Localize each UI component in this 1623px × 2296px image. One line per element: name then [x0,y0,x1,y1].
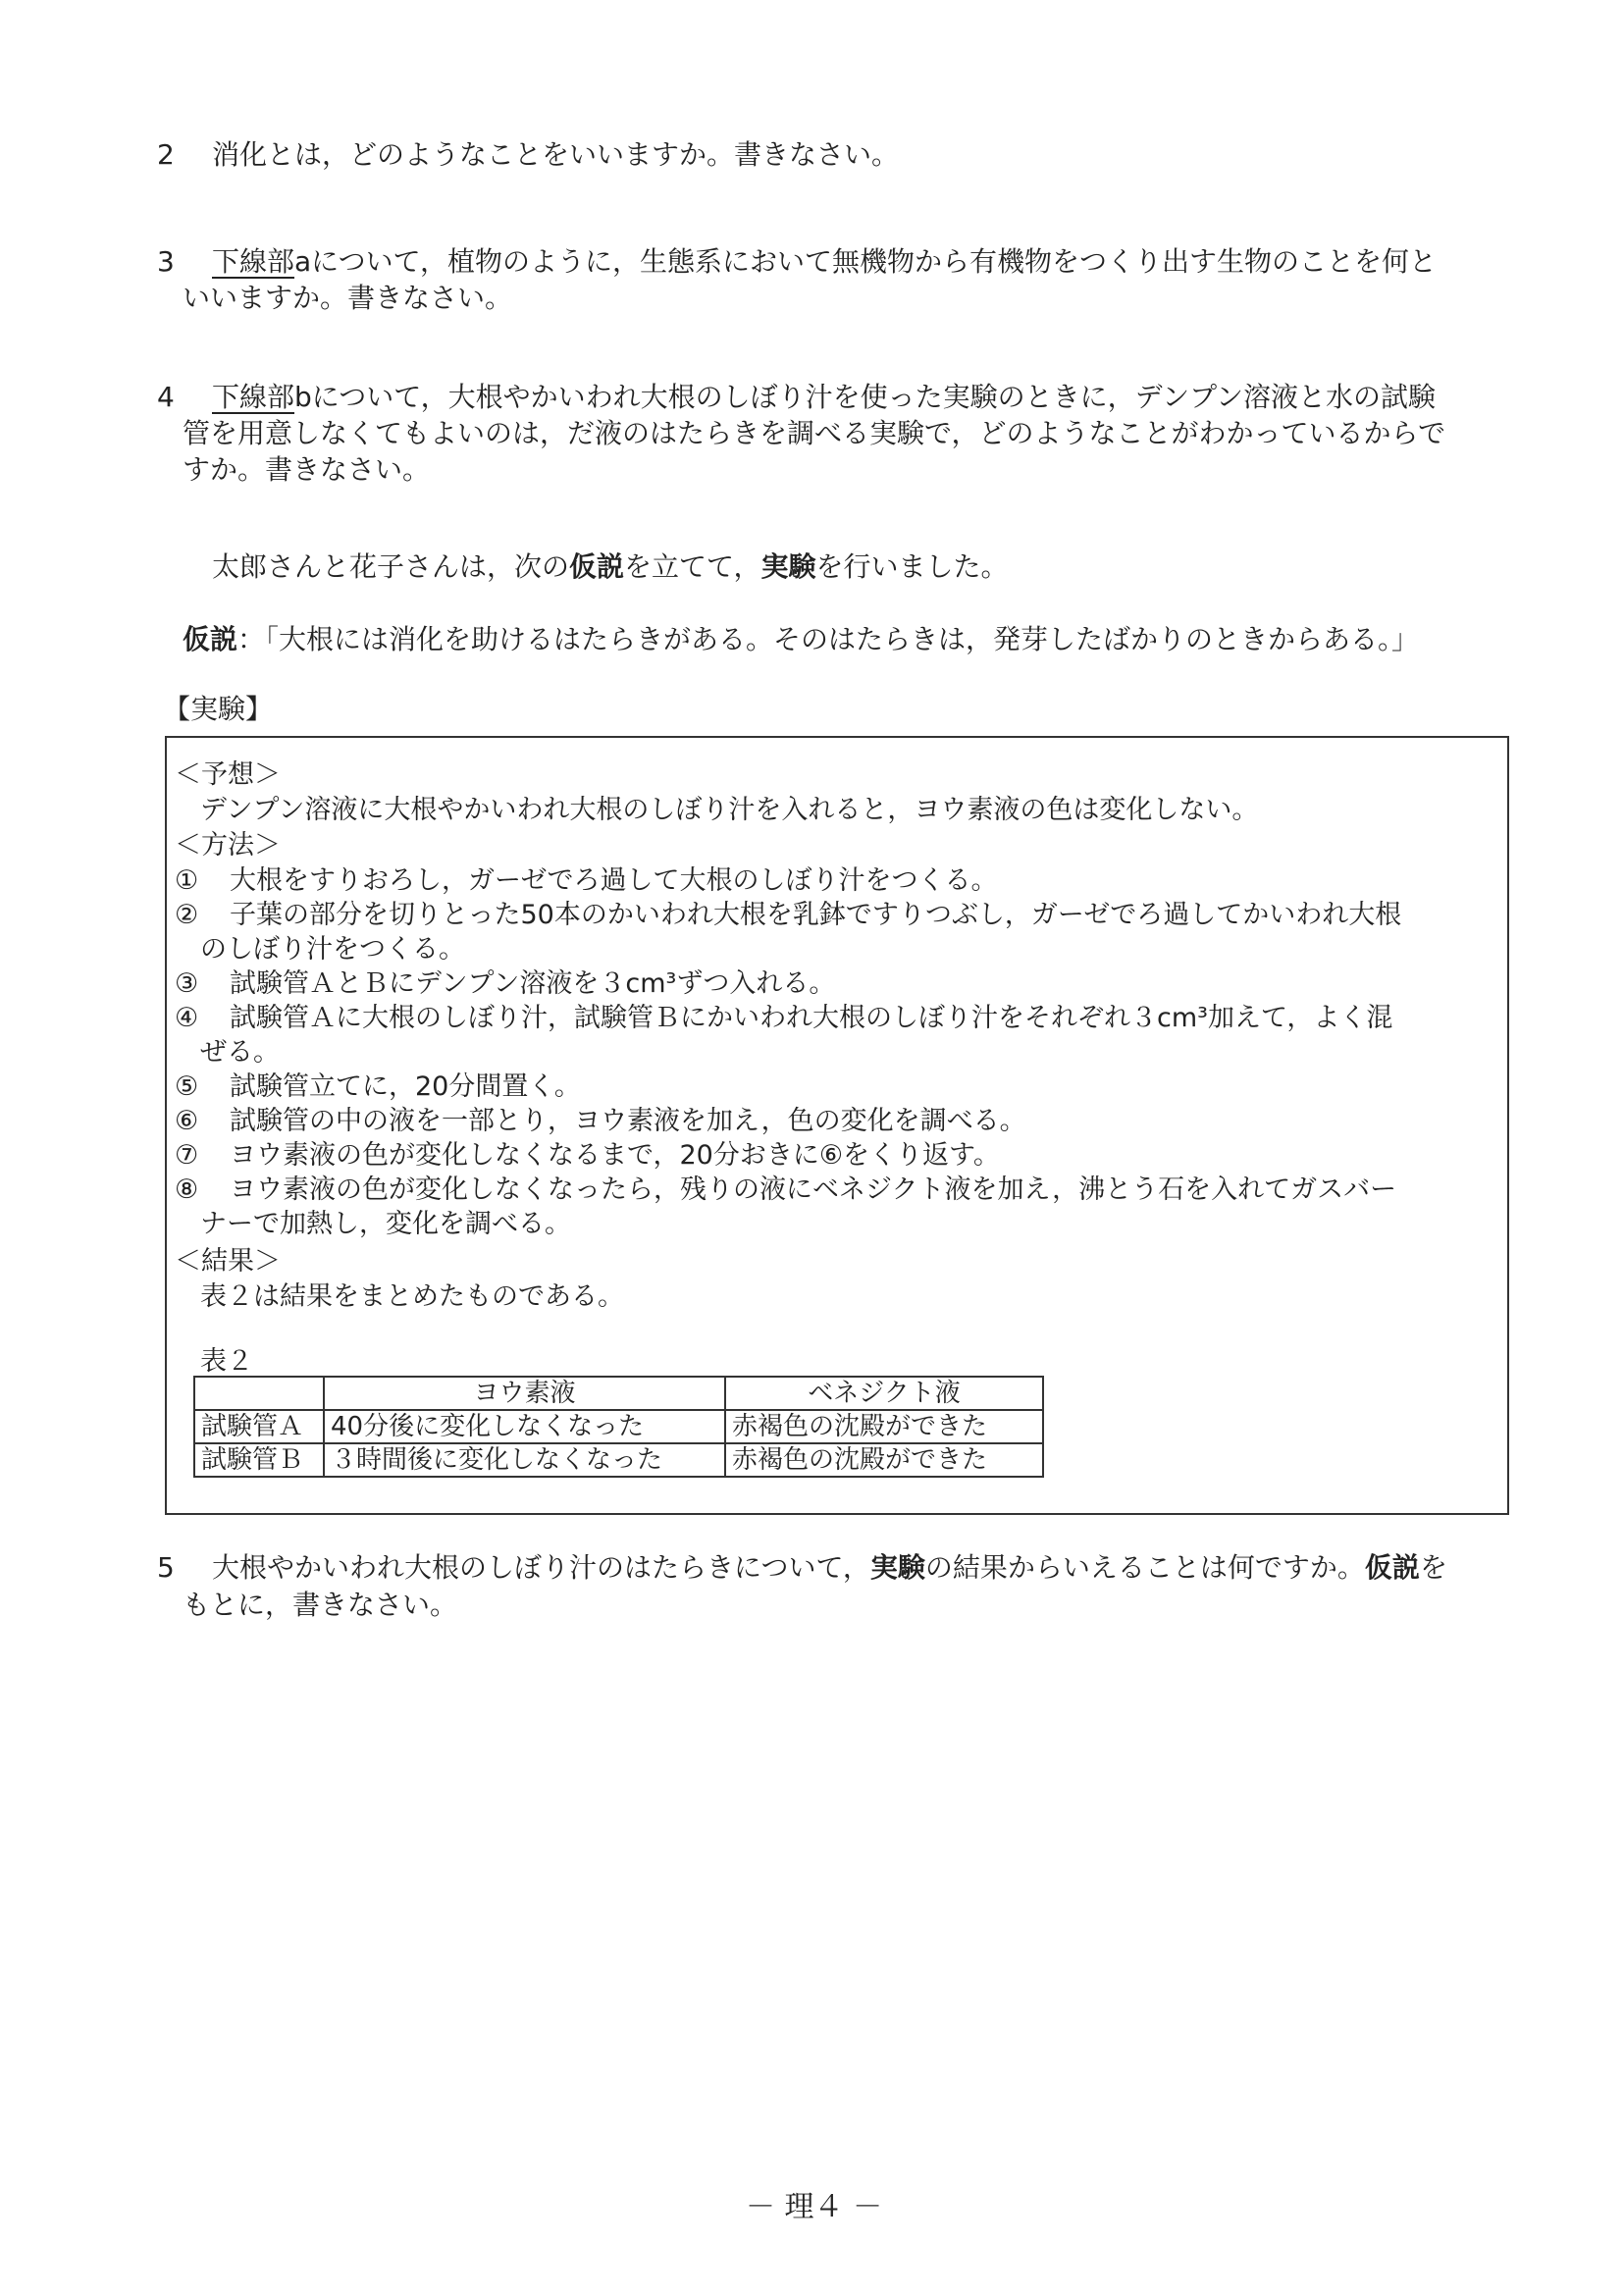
step-number: ⑥ [175,1106,199,1136]
method-step [175,898,1401,933]
method-step [175,1104,1026,1139]
step-text: 試験管ＡとＢにデンプン溶液を３cm³ずつ入れる。 [230,968,836,999]
step-number: ③ [175,968,199,999]
results-table [193,1376,1044,1478]
prediction-text: デンプン溶液に大根やかいわれ大根のしぼり汁を入れると，ヨウ素液の色は変化しない。 [200,795,1259,825]
step-text: 試験管の中の液を一部とり，ヨウ素液を加え，色の変化を調べる。 [230,1106,1026,1136]
step-number: ① [175,865,199,896]
step-number: ⑧ [175,1174,199,1205]
method-step [175,1173,1396,1208]
question-number: 4 [157,381,175,413]
table-row [194,1410,1043,1443]
result-heading: ＜結果＞ [175,1246,281,1277]
question-text: aについて，植物のように，生態系において無機物から有機物をつくり出す生物のことを何と [294,245,1438,278]
step-text: 試験管立てに，20分間置く。 [230,1071,581,1102]
step-text: 試験管Ａに大根のしぼり汁，試験管Ｂにかいわれ大根のしぼり汁をそれぞれ３cm³加えて，よく混 [230,1003,1393,1033]
page-footer: － 理４ － [746,2190,883,2224]
hypothesis-text: ：「大根には消化を助けるはたらきがある。そのはたらきは，発芽したばかりのときからある。」 [237,623,1420,655]
question-bold: 実験 [869,1551,925,1584]
question-number: 2 [157,138,175,171]
question-text: bについて，大根やかいわれ大根のしぼり汁を使った実験のときに，デンプン溶液と水の試験 [294,381,1436,413]
question-5-line2: もとに，書きなさい。 [183,1589,458,1621]
method-heading: ＜方法＞ [175,830,281,861]
table-cell: 試験管Ａ [194,1410,324,1443]
step-text: ヨウ素液の色が変化しなくなったら，残りの液にベネジクト液を加え，沸とう石を入れてガスバー [230,1174,1397,1205]
table-header: ベネジクト液 [725,1377,1043,1410]
step-number: ④ [175,1003,199,1033]
step-text: 子葉の部分を切りとった50本のかいわれ大根を乳鉢ですりつぶし，ガーゼでろ過してかいわれ大根 [230,900,1402,930]
table-header: ヨウ素液 [324,1377,725,1410]
method-step-continuation [200,1207,571,1242]
method-step [175,966,835,1002]
intro-part: を立てて， [624,550,761,583]
question-4-line3: すか。書きなさい。 [183,453,431,486]
question-text: の結果からいえることは何ですか。 [924,1551,1365,1584]
step-text: ぜる。 [200,1037,280,1068]
step-number: ② [175,900,199,930]
hypothesis [183,622,1419,657]
underline-label: 下線部 [212,381,295,413]
method-step-continuation [200,932,465,967]
intro-text [212,549,1009,585]
intro-part: 太郎さんと花子さんは，次の [212,550,570,583]
method-step [175,1001,1392,1036]
table-cell: 40分後に変化しなくなった [324,1410,725,1443]
question-2 [157,137,899,173]
method-step-continuation [200,1035,280,1070]
intro-bold: 実験 [760,550,816,583]
question-5 [157,1550,1447,1586]
question-text: 大根やかいわれ大根のしぼり汁のはたらきについて， [212,1551,870,1584]
table-cell: 試験管Ｂ [194,1443,324,1477]
step-number: ⑦ [175,1140,199,1171]
step-number: ⑤ [175,1071,199,1102]
table-header [194,1377,324,1410]
question-number: 5 [157,1551,175,1584]
table-cell: 赤褐色の沈殿ができた [725,1410,1043,1443]
underline-label: 下線部 [212,245,295,278]
intro-part: を行いました。 [815,550,1009,583]
method-step [175,1138,1000,1174]
table-cell: ３時間後に変化しなくなった [324,1443,725,1477]
question-3 [157,244,1437,280]
table-cell: 赤褐色の沈殿ができた [725,1443,1043,1477]
question-4 [157,380,1436,415]
step-text: ナーで加熱し，変化を調べる。 [200,1209,571,1239]
table-title: 表２ [200,1346,253,1377]
table-row [194,1443,1043,1477]
table-header-row [194,1377,1043,1410]
step-text: のしぼり汁をつくる。 [200,934,465,965]
question-4-line2: 管を用意しなくてもよいのは，だ液のはたらきを調べる実験で，どのようなことがわかっているからで [183,417,1446,449]
question-number: 3 [157,245,175,278]
prediction-heading: ＜予想＞ [175,759,281,790]
question-bold: 仮説 [1364,1551,1420,1584]
hypothesis-label: 仮説 [183,623,238,655]
step-text: ヨウ素液の色が変化しなくなるまで，20分おきに⑥をくり返す。 [230,1140,1000,1171]
experiment-heading: 【実験】 [163,693,274,725]
result-text: 表２は結果をまとめたものである。 [200,1281,624,1312]
question-text: を [1419,1551,1447,1584]
step-text: 大根をすりおろし，ガーゼでろ過して大根のしぼり汁をつくる。 [230,865,998,896]
method-step [175,863,997,899]
method-step [175,1070,581,1105]
question-text: 消化とは，どのようなことをいいますか。書きなさい。 [212,138,900,171]
question-3-line2: いいますか。書きなさい。 [183,282,513,314]
intro-bold: 仮説 [569,550,625,583]
